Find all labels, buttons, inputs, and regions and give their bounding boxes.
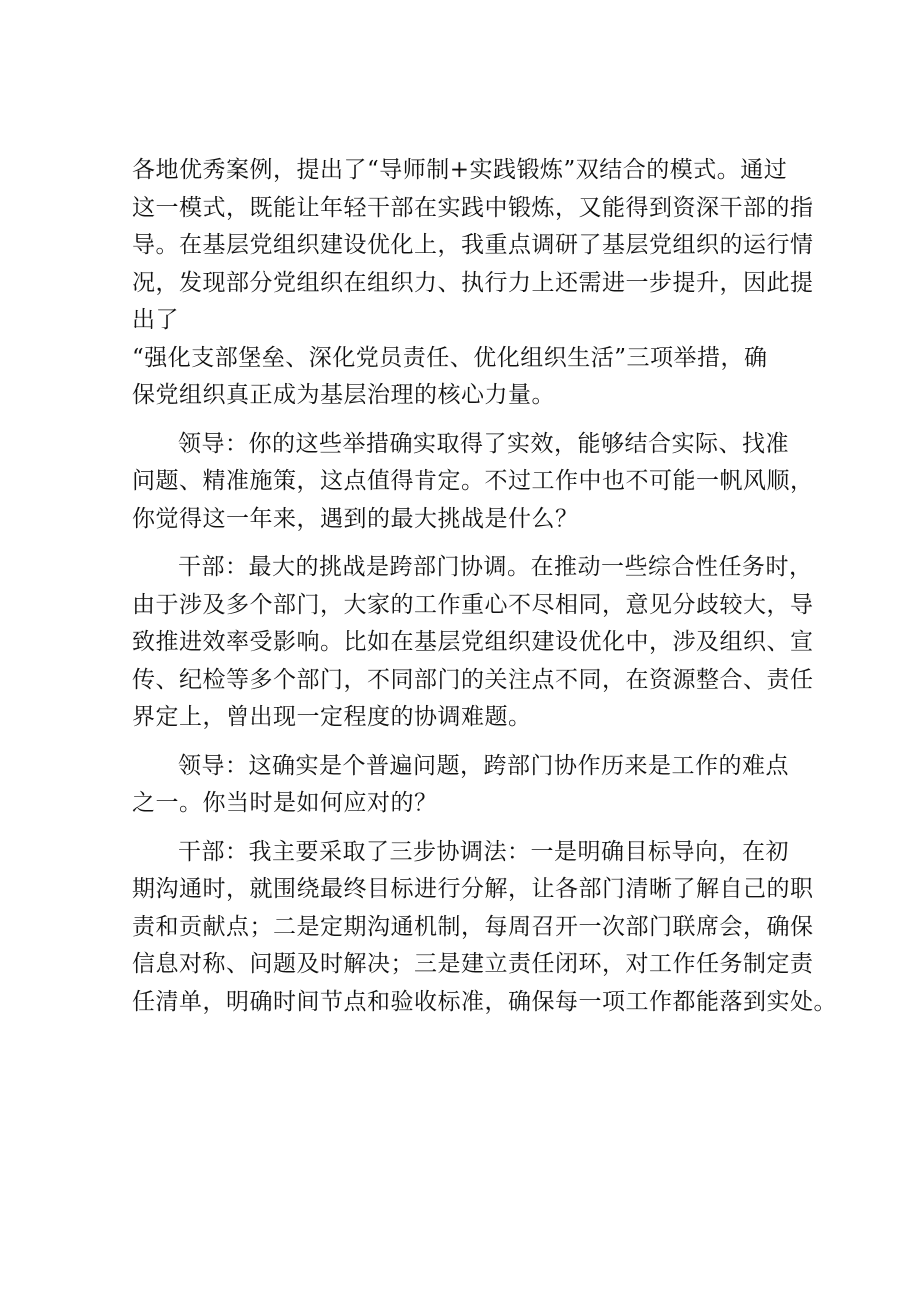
- paragraph-1: [132, 152, 814, 415]
- text-line: 干部：最大的挑战是跨部门协调。在推动一些综合性任务时，: [178, 554, 813, 580]
- text-line: 问题、精准施策，这点值得肯定。不过工作中也不可能一帆风顺，: [132, 468, 814, 494]
- paragraph-2: [132, 426, 814, 539]
- text-line: 领导：这确实是个普遍问题，跨部门协作历来是工作的难点: [178, 752, 789, 779]
- text-line: 致推进效率受影响。比如在基层党组织建设优化中，涉及组织、宣: [132, 629, 814, 655]
- text-line: 出了: [132, 307, 179, 333]
- text-line: “强化支部堡垒、深化党员责任、优化组织生活”三项举措，确: [132, 344, 768, 371]
- text-line: 之一。你当时是如何应对的？: [132, 790, 438, 816]
- text-line: 任清单，明确时间节点和验收标准，确保每一项工作都能落到实处。: [132, 988, 837, 1015]
- paragraph-5: [132, 834, 837, 1022]
- text-line: 这一模式，既能让年轻干部在实践中锻炼，又能得到资深干部的指: [132, 194, 814, 221]
- text-line: 传、纪检等多个部门，不同部门的关注点不同，在资源整合、责任: [132, 666, 814, 693]
- text-line: 领导：你的这些举措确实取得了实效，能够结合实际、找准: [178, 430, 789, 457]
- text-line: 导。在基层党组织建设优化上，我重点调研了基层党组织的运行情: [132, 232, 814, 258]
- document-body: [132, 152, 837, 1032]
- text-line: 界定上，曾出现一定程度的协调难题。: [132, 704, 532, 730]
- text-line: 期沟通时，就围绕最终目标进行分解，让各部门清晰了解自己的职: [132, 876, 814, 902]
- text-line: 信息对称、问题及时解决；三是建立责任闭环，对工作任务制定责: [132, 951, 814, 977]
- text-line: 你觉得这一年来，遇到的最大挑战是什么？: [132, 505, 579, 532]
- text-line: 干部：我主要采取了三步协调法：一是明确目标导向，在初: [178, 838, 789, 865]
- text-line: 况，发现部分党组织在组织力、执行力上还需进一步提升，因此提: [132, 269, 814, 296]
- paragraph-4: [132, 748, 794, 823]
- paragraph-3: [132, 549, 814, 737]
- text-line: 保党组织真正成为基层治理的核心力量。: [132, 382, 555, 408]
- text-line: 由于涉及多个部门，大家的工作重心不尽相同，意见分歧较大，导: [132, 591, 814, 618]
- text-line: 各地优秀案例，提出了“导师制+实践锻炼”双结合的模式。通过: [132, 157, 788, 183]
- text-line: 责和贡献点；二是定期沟通机制，每周召开一次部门联席会，确保: [132, 913, 814, 940]
